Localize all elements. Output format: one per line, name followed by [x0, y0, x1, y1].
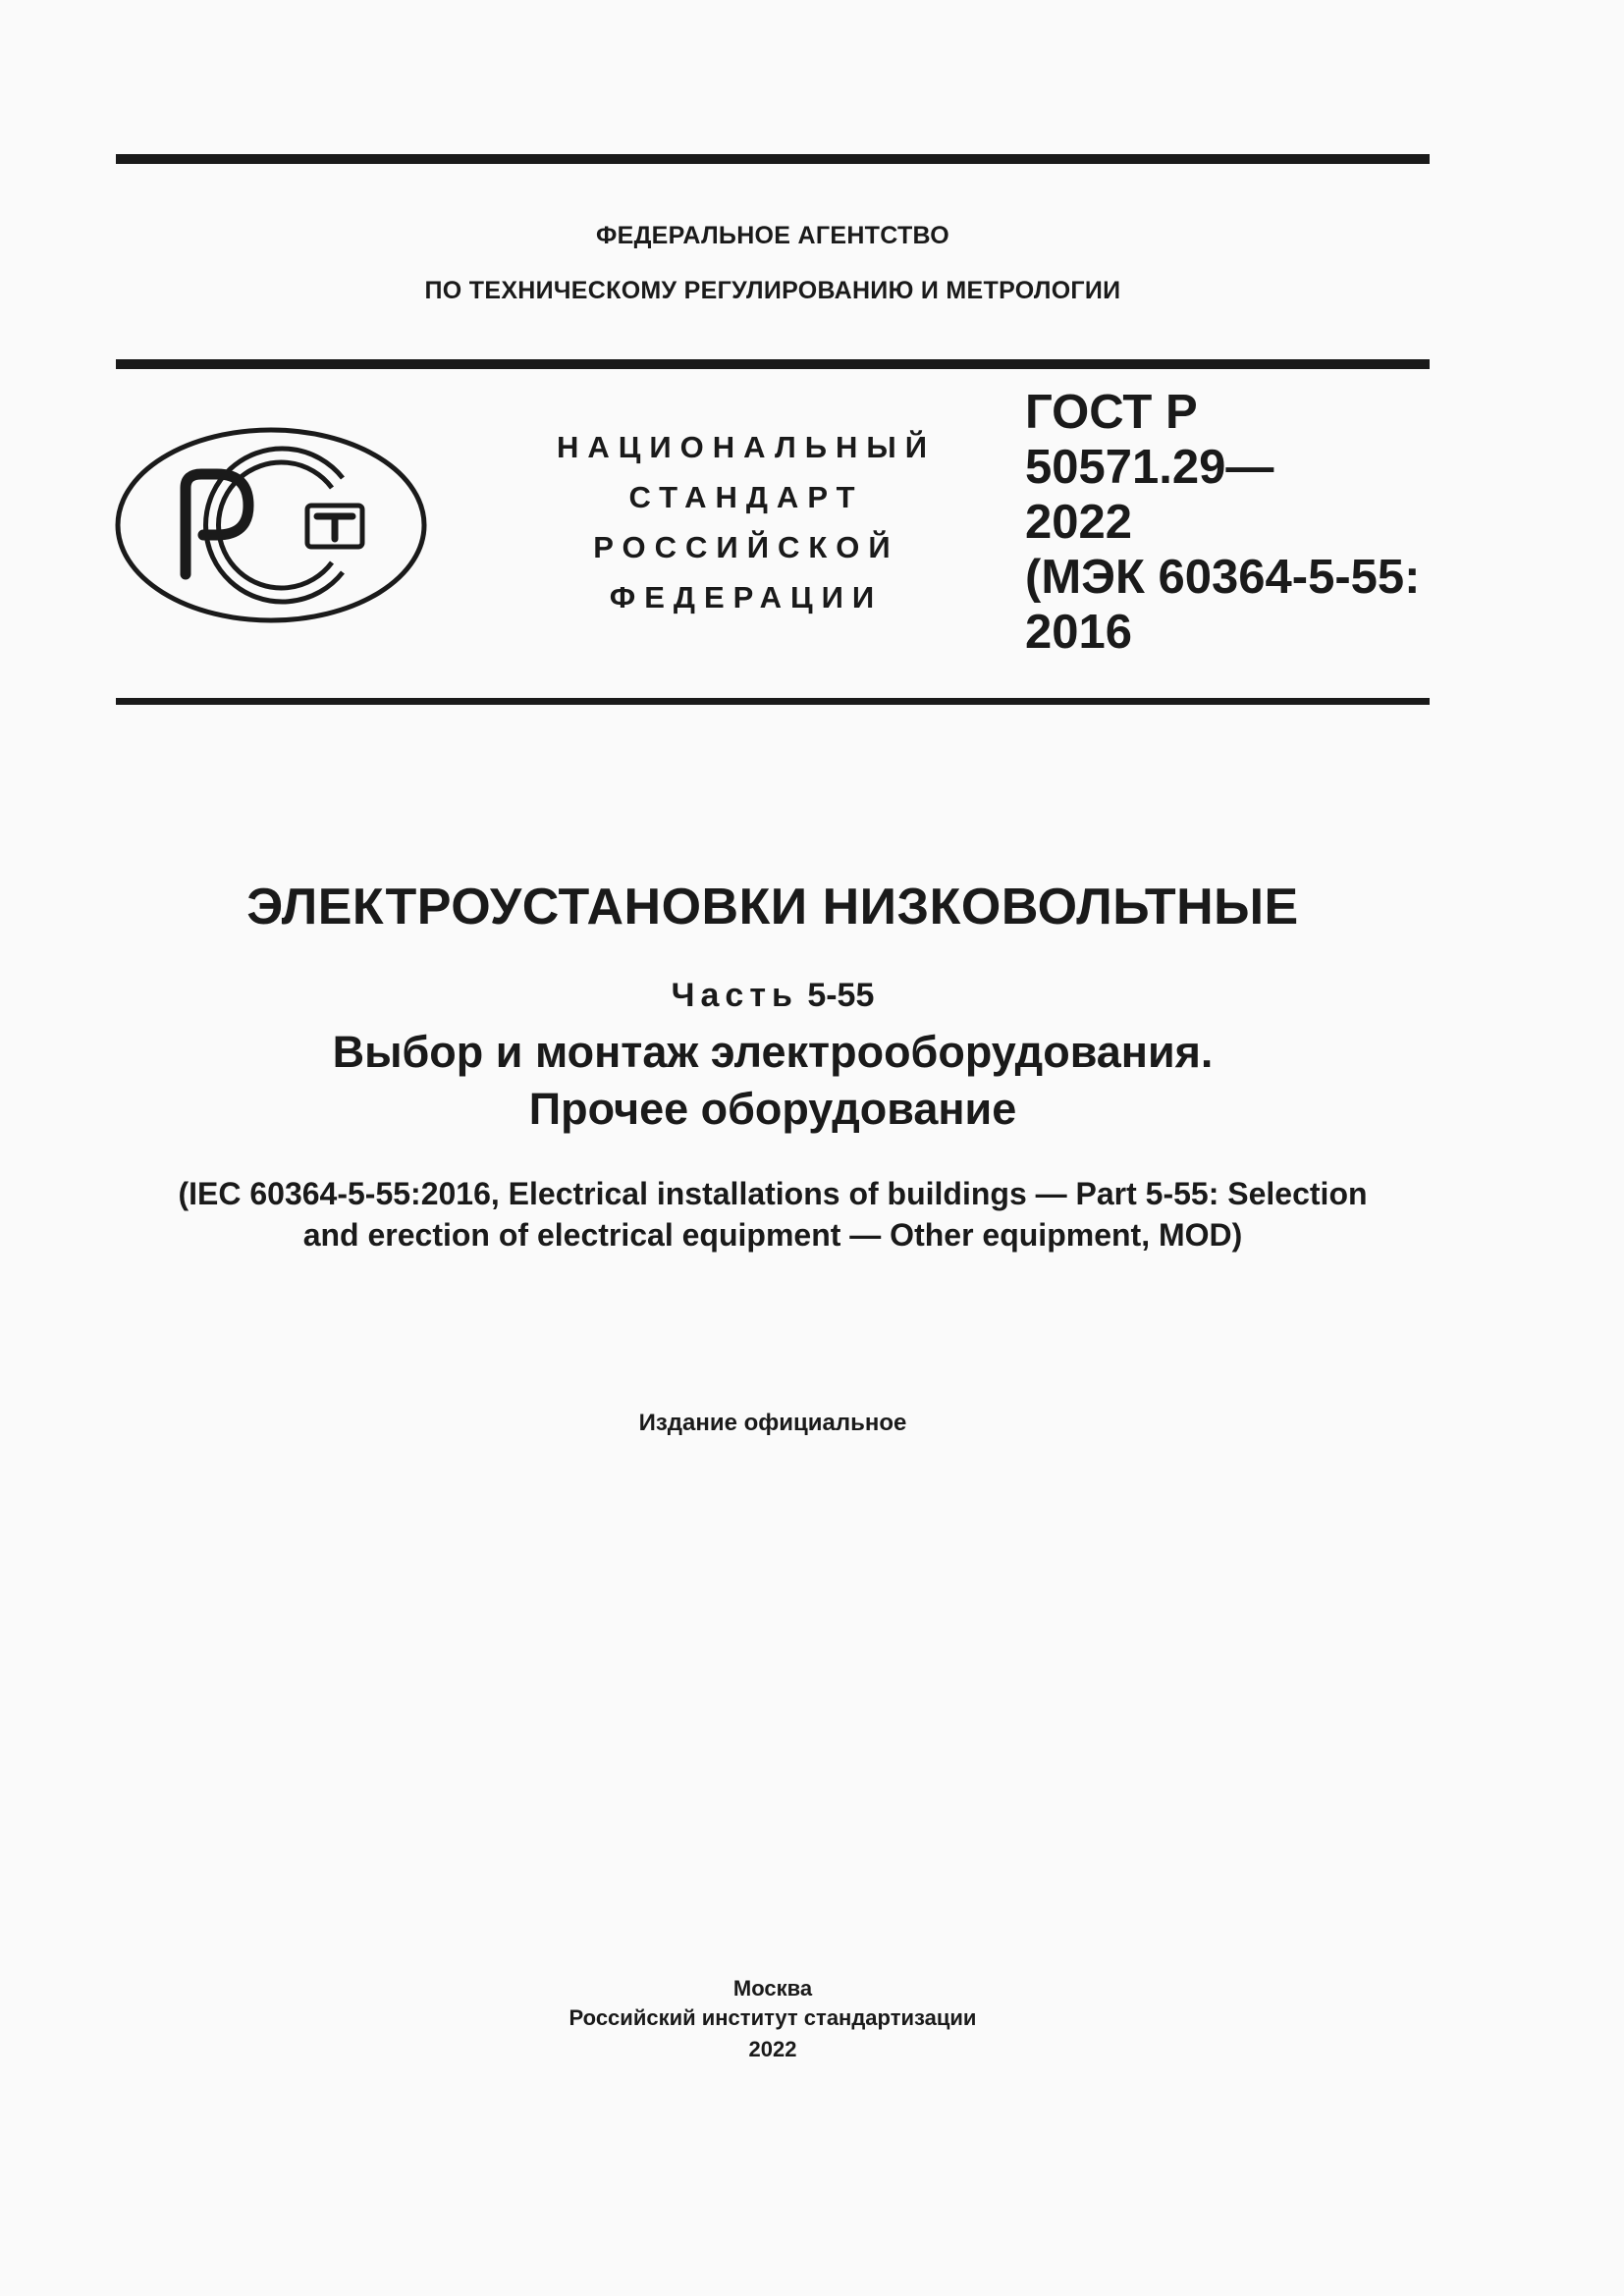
part-label	[116, 977, 1430, 1015]
imprint-publisher: Российский институт стандартизации	[568, 2005, 977, 2030]
iec-reference-line-1: (IEC 60364-5-55:2016, Electrical installations of buildings — Part 5-55: Selection	[178, 1176, 1368, 1211]
subtitle-line-1: Выбор и монтаж электрооборудования.	[332, 1027, 1214, 1077]
imprint-city: Москва	[732, 1976, 813, 2001]
standard-type-block	[530, 422, 962, 622]
standard-type-line-4: ФЕДЕРАЦИИ	[609, 580, 884, 614]
part-number: 5-55	[807, 977, 875, 1014]
standard-designation	[1025, 385, 1437, 660]
agency-line-2: ПО ТЕХНИЧЕСКОМУ РЕГУЛИРОВАНИЮ И МЕТРОЛОГИИ	[424, 277, 1121, 304]
bottom-rule	[116, 698, 1430, 705]
iec-reference-line-2: and erection of electrical equipment — Other equipment, MOD)	[302, 1217, 1243, 1253]
part-word: Часть	[671, 977, 798, 1014]
document-title: ЭЛЕКТРОУСТАНОВКИ НИЗКОВОЛЬТНЫЕ	[246, 879, 1299, 935]
top-rule	[116, 154, 1430, 164]
designation-line-2: 50571.29—	[1025, 441, 1274, 494]
designation-line-3: 2022	[1025, 496, 1133, 549]
designation-line-5: 2016	[1025, 606, 1133, 659]
standard-type-line-1: НАЦИОНАЛЬНЫЙ	[556, 430, 937, 464]
designation-line-4: (МЭК 60364-5-55:	[1025, 551, 1421, 604]
rst-certification-logo-icon	[115, 427, 427, 623]
agency-line-1: ФЕДЕРАЛЬНОЕ АГЕНТСТВО	[595, 222, 950, 249]
edition-label: Издание официальное	[638, 1410, 907, 1436]
standard-type-line-2: СТАНДАРТ	[628, 480, 864, 514]
subtitle-line-2: Прочее оборудование	[528, 1084, 1017, 1134]
middle-rule	[116, 359, 1430, 369]
standard-type-line-3: РОССИЙСКОЙ	[593, 530, 899, 564]
designation-line-1: ГОСТ Р	[1025, 386, 1198, 439]
imprint-year: 2022	[748, 2037, 797, 2061]
